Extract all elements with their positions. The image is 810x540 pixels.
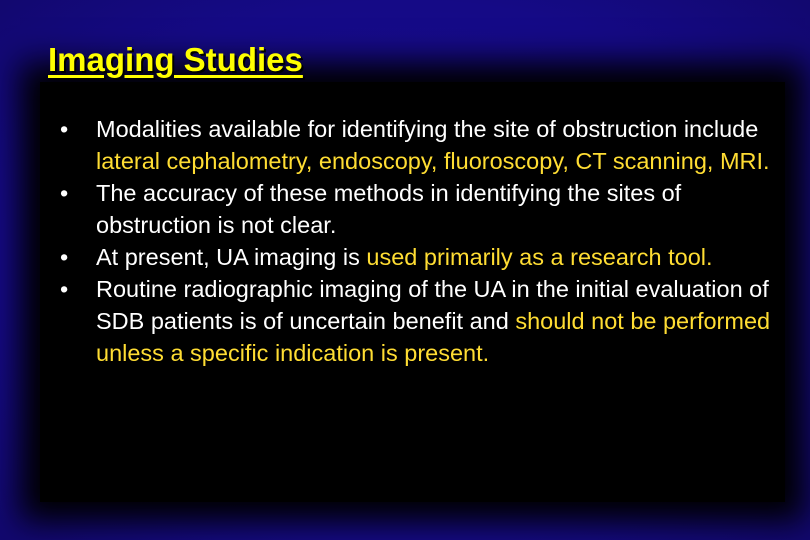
bullet-item-4 [60,273,785,369]
bullet-4-text-highlight: should not be performed unless a specific indication is present. [96,308,771,366]
bullet-3-text-a: At present, UA imaging is [96,244,367,270]
bullet-1-text-highlight: lateral cephalometry, endoscopy, fluoroscopy, CT scanning, MRI. [96,148,770,174]
bullet-item-2 [60,177,785,241]
bullet-marker: • [60,276,69,302]
bullet-marker: • [60,244,69,270]
bullet-4-text-a: Routine radiographic imaging of the UA in the initial evaluation of SDB patients is of uncertain benefit and [96,276,769,334]
bullet-item-1 [60,113,785,177]
bullet-3-text-highlight: used primarily as a research tool. [366,244,713,270]
bullet-marker: • [60,116,69,142]
slide-title: Imaging Studies [48,41,303,78]
bullet-1-text-a: Modalities available for identifying the site of obstruction include [96,116,759,142]
bullet-marker: • [60,180,69,206]
bullet-list [60,113,785,369]
bullet-item-3 [60,241,785,273]
bullet-2-text: The accuracy of these methods in identifying the sites of obstruction is not clear. [96,180,682,238]
